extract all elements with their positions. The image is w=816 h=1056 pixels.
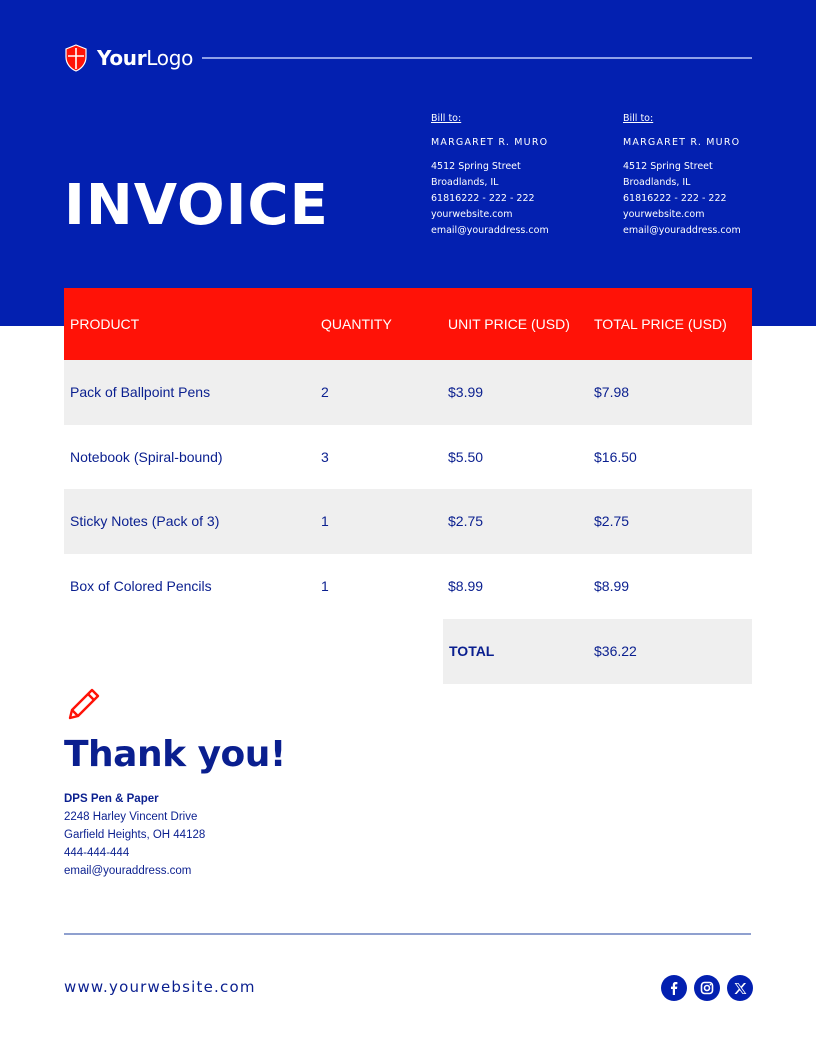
pencil-icon bbox=[64, 684, 104, 724]
total-box bbox=[443, 619, 752, 684]
table-row bbox=[64, 554, 752, 619]
bill-to-phone: 61816222 - 222 - 222 bbox=[431, 193, 535, 204]
facebook-icon[interactable] bbox=[661, 975, 687, 1001]
cell-total-price: $16.50 bbox=[594, 448, 637, 465]
cell-total-price: $2.75 bbox=[594, 513, 630, 530]
header-product: PRODUCT bbox=[70, 316, 140, 332]
bill-to-email: email@youraddress.com bbox=[431, 225, 549, 236]
cell-unit-price: $5.50 bbox=[448, 448, 484, 465]
cell-product: Box of Colored Pencils bbox=[70, 577, 212, 594]
logo-text-bold: Your bbox=[97, 46, 147, 70]
cell-total-price: $7.98 bbox=[594, 384, 630, 401]
cell-product: Sticky Notes (Pack of 3) bbox=[70, 513, 220, 530]
table-header bbox=[64, 288, 752, 360]
instagram-icon[interactable] bbox=[694, 975, 720, 1001]
bill-to-label: Bill to: bbox=[623, 113, 654, 124]
bill-to-block-1 bbox=[431, 113, 549, 239]
cell-product: Pack of Ballpoint Pens bbox=[70, 384, 211, 401]
company-city: Garfield Heights, OH 44128 bbox=[64, 829, 206, 841]
header-unit-price: UNIT PRICE (USD) bbox=[448, 316, 570, 332]
cell-quantity: 3 bbox=[321, 448, 329, 465]
logo-text-regular: Logo bbox=[146, 46, 194, 70]
invoice-table bbox=[64, 288, 752, 618]
header-total-price: TOTAL PRICE (USD) bbox=[594, 316, 727, 332]
bill-to-street: 4512 Spring Street bbox=[431, 161, 521, 172]
bill-to-block-2 bbox=[623, 113, 741, 239]
company-name: DPS Pen & Paper bbox=[64, 793, 159, 805]
company-info bbox=[64, 790, 205, 880]
header-divider bbox=[202, 57, 752, 59]
bill-to-city: Broadlands, IL bbox=[431, 177, 499, 188]
cell-total-price: $8.99 bbox=[594, 577, 630, 594]
cell-quantity: 1 bbox=[321, 513, 329, 530]
bill-to-name: MARGARET R. MURO bbox=[623, 137, 741, 148]
bill-to-label: Bill to: bbox=[431, 113, 462, 124]
bill-to-website: yourwebsite.com bbox=[623, 209, 705, 220]
cell-product: Notebook (Spiral-bound) bbox=[70, 448, 223, 465]
table-row bbox=[64, 360, 752, 425]
invoice-title: INVOICE bbox=[64, 173, 329, 238]
footer-website[interactable]: www.yourwebsite.com bbox=[64, 978, 256, 996]
logo-text bbox=[97, 46, 193, 70]
cell-unit-price: $3.99 bbox=[448, 384, 484, 401]
footer-divider bbox=[64, 933, 751, 935]
thank-you-heading: Thank you! bbox=[64, 734, 286, 775]
company-email: email@youraddress.com bbox=[64, 865, 192, 877]
bill-to-city: Broadlands, IL bbox=[623, 177, 691, 188]
company-street: 2248 Harley Vincent Drive bbox=[64, 811, 198, 823]
bill-to-phone: 61816222 - 222 - 222 bbox=[623, 193, 727, 204]
cell-quantity: 1 bbox=[321, 577, 329, 594]
logo bbox=[64, 44, 193, 72]
header-quantity: QUANTITY bbox=[321, 316, 392, 332]
bill-to-name: MARGARET R. MURO bbox=[431, 137, 549, 148]
x-icon[interactable] bbox=[727, 975, 753, 1001]
table-row bbox=[64, 425, 752, 490]
shield-logo-icon bbox=[64, 44, 88, 72]
total-value: $36.22 bbox=[594, 643, 637, 659]
cell-unit-price: $2.75 bbox=[448, 513, 484, 530]
total-label: TOTAL bbox=[449, 643, 495, 659]
cell-quantity: 2 bbox=[321, 384, 329, 401]
bill-to-website: yourwebsite.com bbox=[431, 209, 513, 220]
table-row bbox=[64, 489, 752, 554]
bill-to-email: email@youraddress.com bbox=[623, 225, 741, 236]
company-phone: 444-444-444 bbox=[64, 847, 130, 859]
cell-unit-price: $8.99 bbox=[448, 577, 484, 594]
bill-to-street: 4512 Spring Street bbox=[623, 161, 713, 172]
